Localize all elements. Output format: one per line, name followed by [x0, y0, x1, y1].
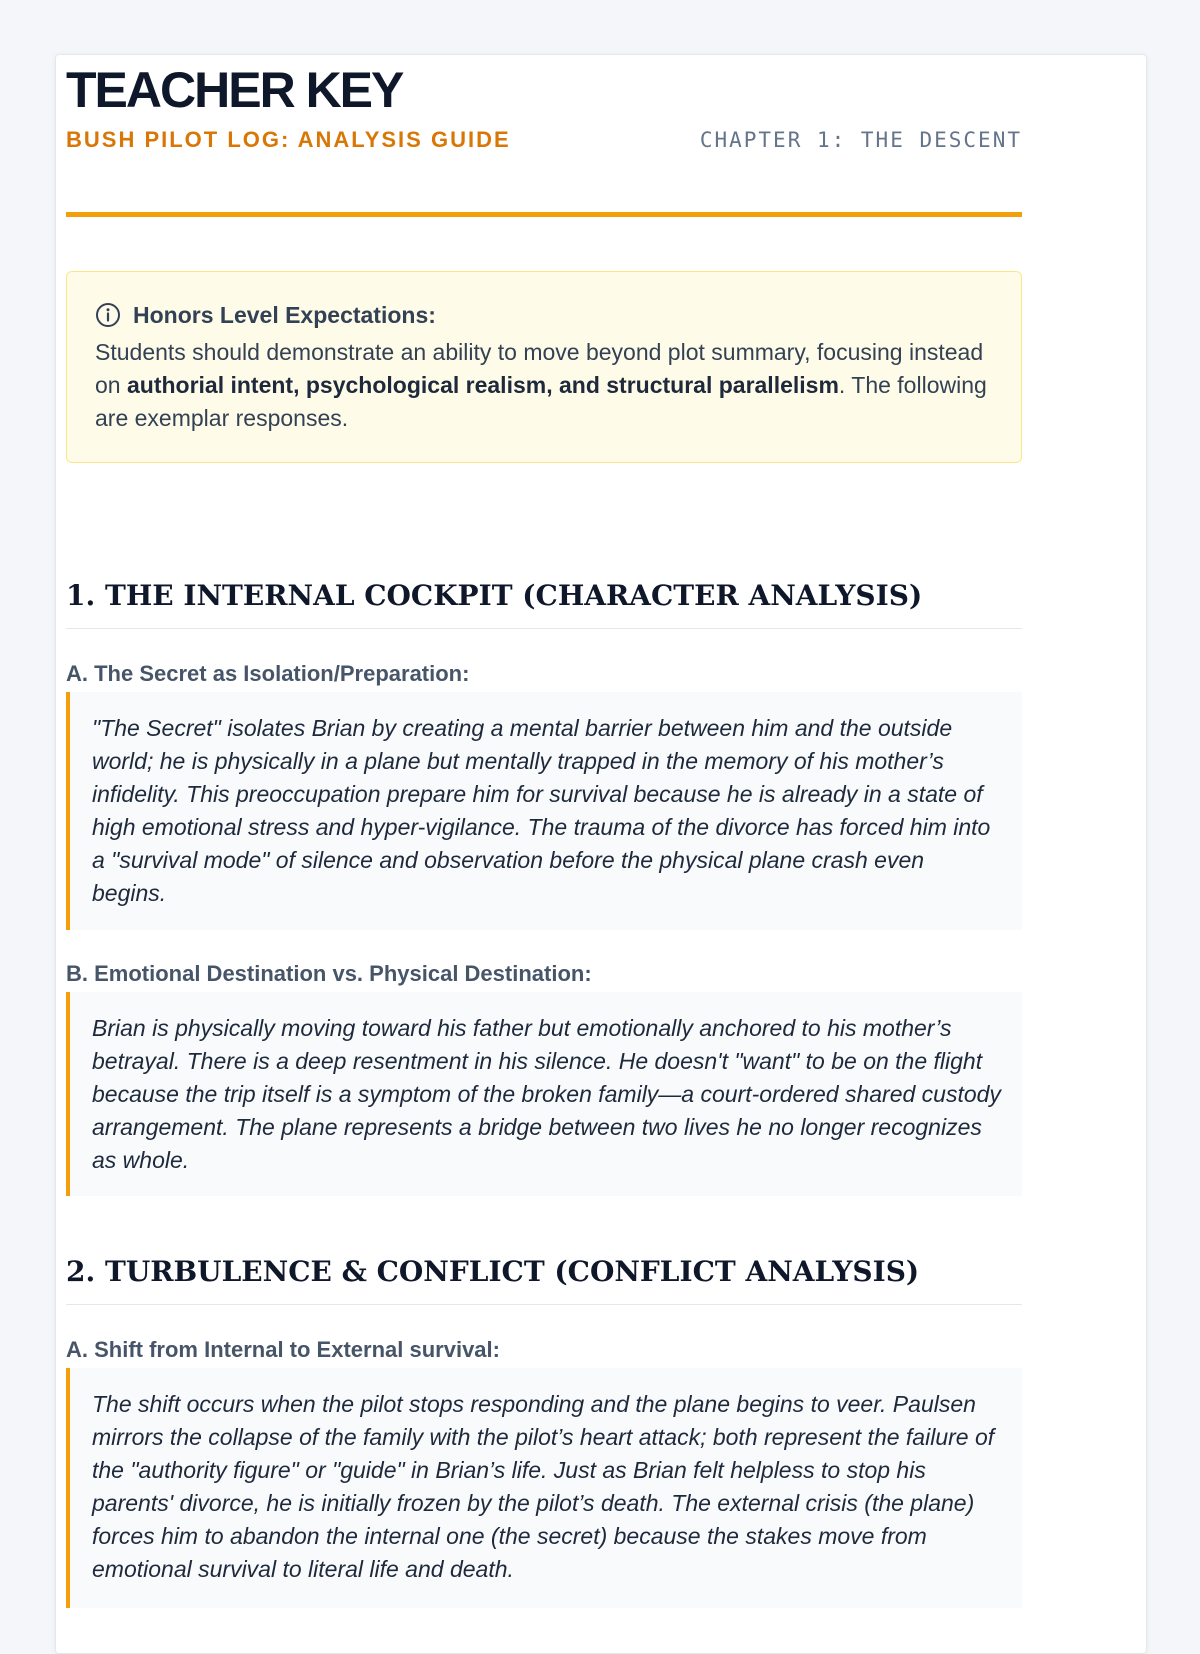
chapter-label: CHAPTER 1: THE DESCENT: [699, 128, 1022, 152]
header: [66, 62, 1022, 222]
question-label-secret: A. The Secret as Isolation/Preparation:: [66, 661, 470, 686]
page-title: TEACHER KEY: [66, 62, 403, 118]
answer-block-shift: The shift occurs when the pilot stops responding and the plane begins to veer. Paulsen mirrors the collapse of the family with the pilot’s heart attack; both represent the failure of the "authority figure" or "guide" in Brian’s life. Just as Brian felt helpless to stop his parents' divorce, he is initially frozen by the pilot’s death. The external crisis (the plane) forces him to abandon the internal one (the secret) because the stakes move from emotional survival to literal life and death.: [66, 1368, 1022, 1608]
expectations-callout: [66, 271, 1022, 463]
header-divider: [66, 212, 1022, 217]
callout-body: [95, 336, 995, 435]
callout-title: Honors Level Expectations:: [133, 301, 436, 328]
section-heading-conflict-analysis: 2. TURBULENCE & CONFLICT (CONFLICT ANALYSIS): [66, 1254, 1022, 1305]
callout-header: [95, 300, 995, 330]
guide-subtitle: BUSH PILOT LOG: ANALYSIS GUIDE: [66, 127, 511, 152]
question-label-destination: B. Emotional Destination vs. Physical Destination:: [66, 961, 592, 986]
section-heading-character-analysis: 1. THE INTERNAL COCKPIT (CHARACTER ANALYSIS): [66, 578, 1022, 629]
callout-body-emphasis: authorial intent, psychological realism, and structural parallelism: [126, 372, 839, 398]
callout-body-text-end: . The following are exemplar responses.: [95, 372, 987, 431]
answer-block-destination: Brian is physically moving toward his father but emotionally anchored to his mother’s betrayal. There is a deep resentment in his silence. He doesn't "want" to be on the flight because the trip itself is a symptom of the broken family—a court-ordered shared custody arrangement. The plane represents a bridge between two lives he no longer recognizes as whole.: [66, 992, 1022, 1196]
question-label-shift: A. Shift from Internal to External survival:: [66, 1337, 500, 1362]
info-icon: [95, 302, 121, 328]
callout-body-text: Students should demonstrate an ability to move beyond plot summary, focusing instead on: [95, 339, 984, 398]
answer-block-secret: "The Secret" isolates Brian by creating a mental barrier between him and the outside world; he is physically in a plane but mentally trapped in the memory of his mother’s infidelity. This preoccupation prepare him for survival because he is already in a state of high emotional stress and hyper-vigilance. The trauma of the divorce has forced him into a "survival mode" of silence and observation before the physical plane crash even begins.: [66, 692, 1022, 930]
